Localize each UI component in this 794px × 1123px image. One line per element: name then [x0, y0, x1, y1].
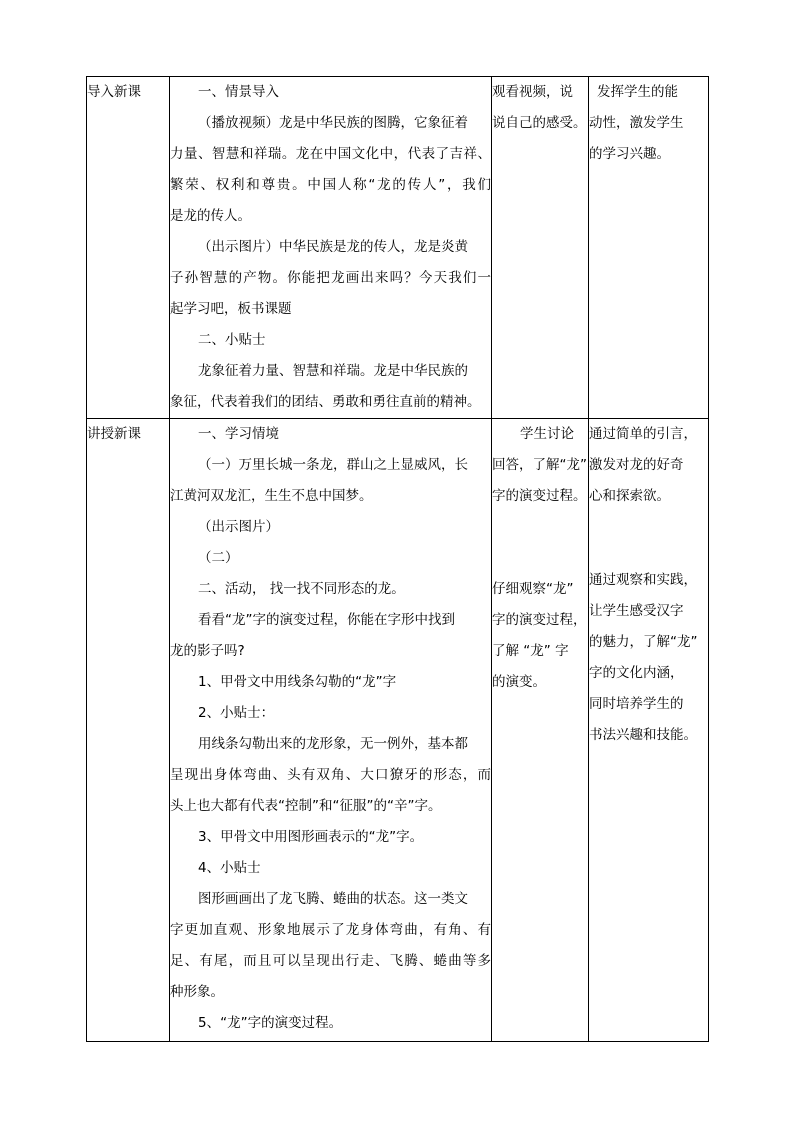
- stage-label: 导入新课: [87, 84, 141, 100]
- content-line: 4、小贴士: [198, 860, 261, 876]
- design-intent-line: 让学生感受汉字: [589, 603, 684, 619]
- content-line: （出示图片）中华民族是龙的传人，龙是炎黄: [198, 239, 468, 255]
- content-line: 起学习吧，板书课题: [170, 301, 292, 317]
- content-line: 二、小贴士: [198, 332, 266, 348]
- student-activity-line: 字的演变过程，: [492, 612, 587, 628]
- design-intent-cell: [589, 77, 709, 419]
- design-intent-line: 发挥学生的能: [597, 84, 678, 100]
- content-line: 2、小贴士：: [198, 705, 275, 721]
- design-intent-line: 心和探索欲。: [589, 488, 670, 504]
- student-activity-line: 的演变。: [492, 674, 546, 690]
- content-line: 头上也大都有代表“控制”和“征服”的“辛”字。: [170, 798, 442, 814]
- content-line: 1、甲骨文中用线条勾勒的“龙”字: [198, 674, 397, 690]
- student-activity-line: 了解 “龙” 字: [492, 643, 569, 659]
- content-line: 一、情景导入: [198, 84, 279, 100]
- content-line: 是龙的传人。: [170, 208, 251, 224]
- content-line: 繁荣、权利和尊贵。中国人称“龙的传人”，我们: [170, 177, 491, 193]
- content-line: 象征，代表着我们的团结、勇敢和勇往直前的精神。: [170, 394, 481, 410]
- content-line: 看看“龙”字的演变过程，你能在字形中找到: [198, 612, 455, 628]
- content-line: 一、学习情境: [198, 426, 279, 442]
- student-activity-cell: [492, 77, 589, 419]
- student-activity-line: 观看视频，说: [492, 84, 573, 100]
- student-activity-line: 学生讨论: [520, 426, 574, 442]
- design-intent-line: 字的文化内涵，: [589, 665, 684, 681]
- design-intent-line: 激发对龙的好奇: [589, 457, 684, 473]
- design-intent-line: 通过简单的引言，: [589, 426, 697, 442]
- stage-cell: [87, 77, 170, 419]
- student-activity-line: 说自己的感受。: [492, 115, 587, 131]
- student-activity-cell: [492, 419, 589, 1042]
- student-activity-line: 仔细观察“龙”: [492, 581, 574, 597]
- design-intent-line: 同时培养学生的: [589, 696, 684, 712]
- content-line: （播放视频）龙是中华民族的图腾，它象征着: [198, 115, 468, 131]
- stage-cell: [87, 419, 170, 1042]
- content-line: （二）: [198, 550, 239, 566]
- content-line: 二、活动， 找一找不同形态的龙。: [198, 581, 405, 597]
- design-intent-line: 的魅力，了解“龙”: [589, 634, 698, 650]
- content-line: 足、有尾，而且可以呈现出行走、飞腾、蜷曲等多: [170, 953, 491, 969]
- student-activity-line: 回答，了解“龙”: [492, 457, 587, 473]
- content-line: 种形象。: [170, 984, 224, 1000]
- lesson-plan-table: [86, 76, 709, 1042]
- student-activity-line: 字的演变过程。: [492, 488, 587, 504]
- content-cell: [170, 77, 492, 419]
- content-line: （一）万里长城一条龙，群山之上显威风，长: [198, 457, 468, 473]
- content-line: 呈现出身体弯曲、头有双角、大口獠牙的形态，而: [170, 767, 491, 783]
- content-line: 3、甲骨文中用图形画表示的“龙”字。: [198, 829, 424, 845]
- stage-label: 讲授新课: [87, 426, 141, 442]
- content-line: （出示图片）: [198, 519, 279, 535]
- content-line: 龙的影子吗?: [170, 643, 245, 659]
- content-line: 龙象征着力量、智慧和祥瑞。龙是中华民族的: [198, 363, 468, 379]
- design-intent-line: 动性，激发学生: [589, 115, 684, 131]
- table-row-lecture: [87, 419, 709, 1042]
- design-intent-cell: [589, 419, 709, 1042]
- content-line: 江黄河双龙汇，生生不息中国梦。: [170, 488, 373, 504]
- content-line: 图形画画出了龙飞腾、蜷曲的状态。这一类文: [198, 891, 468, 907]
- content-line: 5、“龙”字的演变过程。: [198, 1015, 343, 1031]
- design-intent-line: 通过观察和实践，: [589, 572, 697, 588]
- design-intent-line: 的学习兴趣。: [589, 146, 670, 162]
- content-line: 字更加直观、形象地展示了龙身体弯曲，有角、有: [170, 922, 491, 938]
- content-line: 用线条勾勒出来的龙形象，无一例外，基本都: [198, 736, 468, 752]
- content-line: 力量、智慧和祥瑞。龙在中国文化中，代表了吉祥、: [170, 146, 491, 162]
- design-intent-line: 书法兴趣和技能。: [589, 727, 697, 743]
- table-row-intro: [87, 77, 709, 419]
- content-cell: [170, 419, 492, 1042]
- content-line: 子孙智慧的产物。你能把龙画出来吗？今天我们一: [170, 270, 491, 286]
